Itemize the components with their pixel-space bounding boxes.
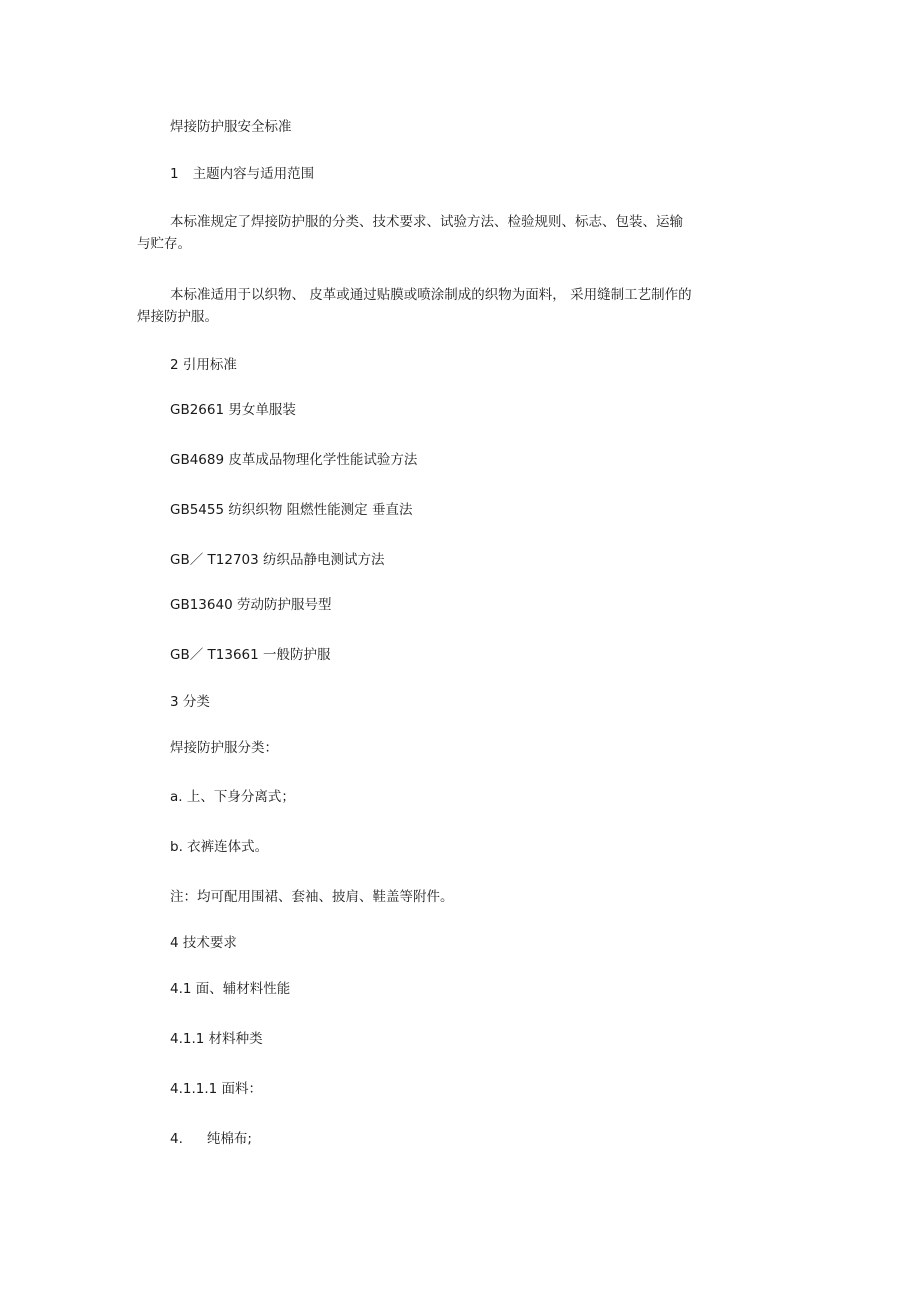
reference-item: GB4689 皮革成品物理化学性能试验方法 (170, 452, 418, 468)
section-1-title: 主题内容与适用范围 (192, 166, 315, 182)
classification-item-b: b. 衣裤连体式。 (170, 839, 269, 855)
document-title: 焊接防护服安全标准 (170, 119, 292, 135)
reference-item: GB／ T13661 一般防护服 (170, 647, 331, 663)
paragraph-applicability-line-2: 焊接防护服。 (137, 309, 218, 325)
reference-item: GB2661 男女单服装 (170, 402, 296, 418)
classification-item-a: a. 上、下身分离式； (170, 789, 295, 805)
subsection-4-1-heading: 4.1 面、辅材料性能 (170, 981, 291, 997)
section-3-heading: 3 分类 (170, 694, 210, 710)
subsection-4-1-1-heading: 4.1.1 材料种类 (170, 1031, 263, 1047)
reference-item: GB5455 纺织织物 阻燃性能测定 垂直法 (170, 502, 413, 518)
subsection-4-1-1-1-heading: 4.1.1.1 面料： (170, 1081, 263, 1097)
classification-intro: 焊接防护服分类： (170, 740, 278, 756)
paragraph-applicability-line-1: 本标准适用于以织物、 皮革或通过贴膜或喷涂制成的织物为面料， 采用缝制工艺制作的 (170, 287, 692, 303)
material-list-text: 纯棉布; (206, 1131, 252, 1147)
section-4-heading: 4 技术要求 (170, 935, 237, 951)
section-1-number: 1 (170, 166, 179, 182)
reference-item: GB／ T12703 纺织品静电测试方法 (170, 552, 385, 568)
paragraph-scope (137, 211, 737, 255)
material-list-number: 4. (170, 1131, 183, 1147)
material-list-item (170, 1130, 252, 1148)
paragraph-scope-line-1: 本标准规定了焊接防护服的分类、技术要求、试验方法、检验规则、标志、包装、运输 (170, 214, 683, 230)
section-2-heading: 2 引用标准 (170, 357, 237, 373)
paragraph-scope-line-2: 与贮存。 (137, 236, 191, 252)
reference-item: GB13640 劳动防护服号型 (170, 597, 332, 613)
paragraph-applicability (137, 284, 737, 328)
section-1-heading (170, 165, 314, 183)
classification-note: 注：均可配用围裙、套袖、披肩、鞋盖等附件。 (170, 889, 454, 905)
